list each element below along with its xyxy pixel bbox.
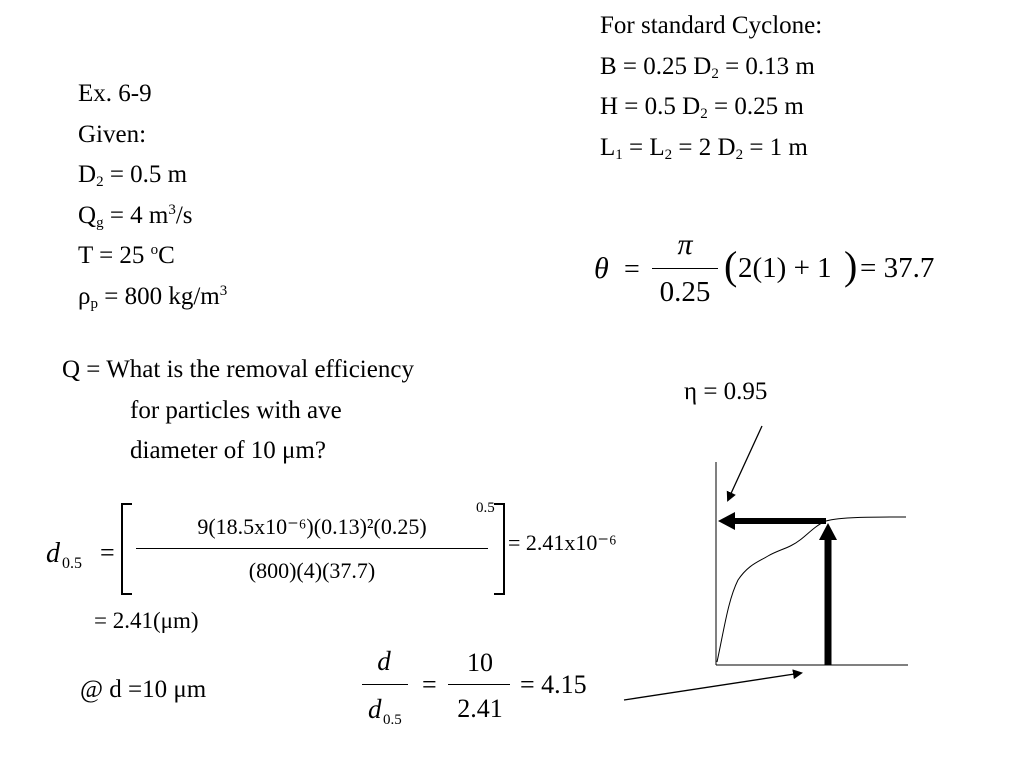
efficiency-curve — [717, 517, 906, 662]
ratio-denominator-symbol: d — [368, 694, 382, 724]
theta-equals: = — [624, 254, 640, 285]
ratio-equals-1: = — [422, 670, 437, 699]
theta-result: = 37.7 — [860, 252, 935, 284]
d05-equation: d 0.5 = 9(18.5x10⁻⁶)(0.13)²(0.25) (800)(4)(37.7) 0.5 = 2.41x10⁻⁶ = 2.41(μm) — [46, 500, 617, 633]
given-qg: $Q_g = 4$ $m^3/s$ — [78, 201, 193, 231]
theta-close-paren: ) — [844, 243, 858, 288]
given-label: Given: — [78, 120, 147, 148]
ratio-result: = 4.15 — [520, 670, 587, 699]
d05-denominator: (800)(4)(37.7) — [248, 558, 376, 583]
question-line-2: for particles with ave — [130, 396, 342, 424]
d05-exponent: 0.5 — [476, 500, 495, 516]
ratio-pointer-arrow — [624, 673, 801, 700]
theta-numerator: π — [677, 228, 693, 261]
cyclone-l: $L_1 = L_2 = 2$ $D_2 = 1$ m — [600, 133, 808, 163]
given-particle-density: $\rho_p = 800$ $kg/m^3$ — [78, 282, 228, 312]
example-number: Ex. 6-9 — [78, 80, 152, 107]
theta-paren-expression: 2(1) + 1 — [738, 252, 832, 284]
theta-denominator: 0.25 — [659, 276, 711, 308]
vertical-arrow-head — [819, 523, 837, 540]
d05-symbol: d — [46, 538, 60, 569]
theta-open-paren: ( — [724, 243, 738, 288]
efficiency-pointer-arrow — [728, 426, 762, 500]
horizontal-arrow-head — [718, 512, 735, 530]
ratio-equation: d d 0.5 = 10 2.41 = 4.15 — [360, 644, 620, 740]
question-line-1: Q = What is the removal efficiency — [62, 356, 414, 383]
given-temperature: T = 25 $^o$C — [78, 242, 175, 269]
at-diameter-label: @ d =10 μm — [80, 676, 207, 703]
ratio-numerator: d — [377, 646, 391, 676]
d05-result-micron: = 2.41(μm) — [94, 608, 199, 633]
given-d2: $D_2 = 0.5$ m — [78, 161, 188, 190]
question-line-3: diameter of 10 μm? — [130, 437, 326, 464]
cyclone-h: H = 0.5 $D_2 = 0.25$ m — [600, 93, 804, 122]
d05-numerator: 9(18.5x10⁻⁶)(0.13)²(0.25) — [197, 514, 427, 539]
cyclone-title: For standard Cyclone: — [600, 12, 823, 39]
ratio-numerator-2: 10 — [467, 648, 493, 677]
efficiency-label: η = 0.95 — [684, 378, 768, 405]
d05-equals: = — [100, 538, 115, 567]
theta-symbol: θ — [594, 252, 609, 285]
ratio-denominator-2: 2.41 — [457, 694, 503, 723]
cyclone-b: B = 0.25 $D_2 = 0.13$ m — [600, 52, 815, 82]
d05-result: = 2.41x10⁻⁶ — [508, 530, 617, 555]
